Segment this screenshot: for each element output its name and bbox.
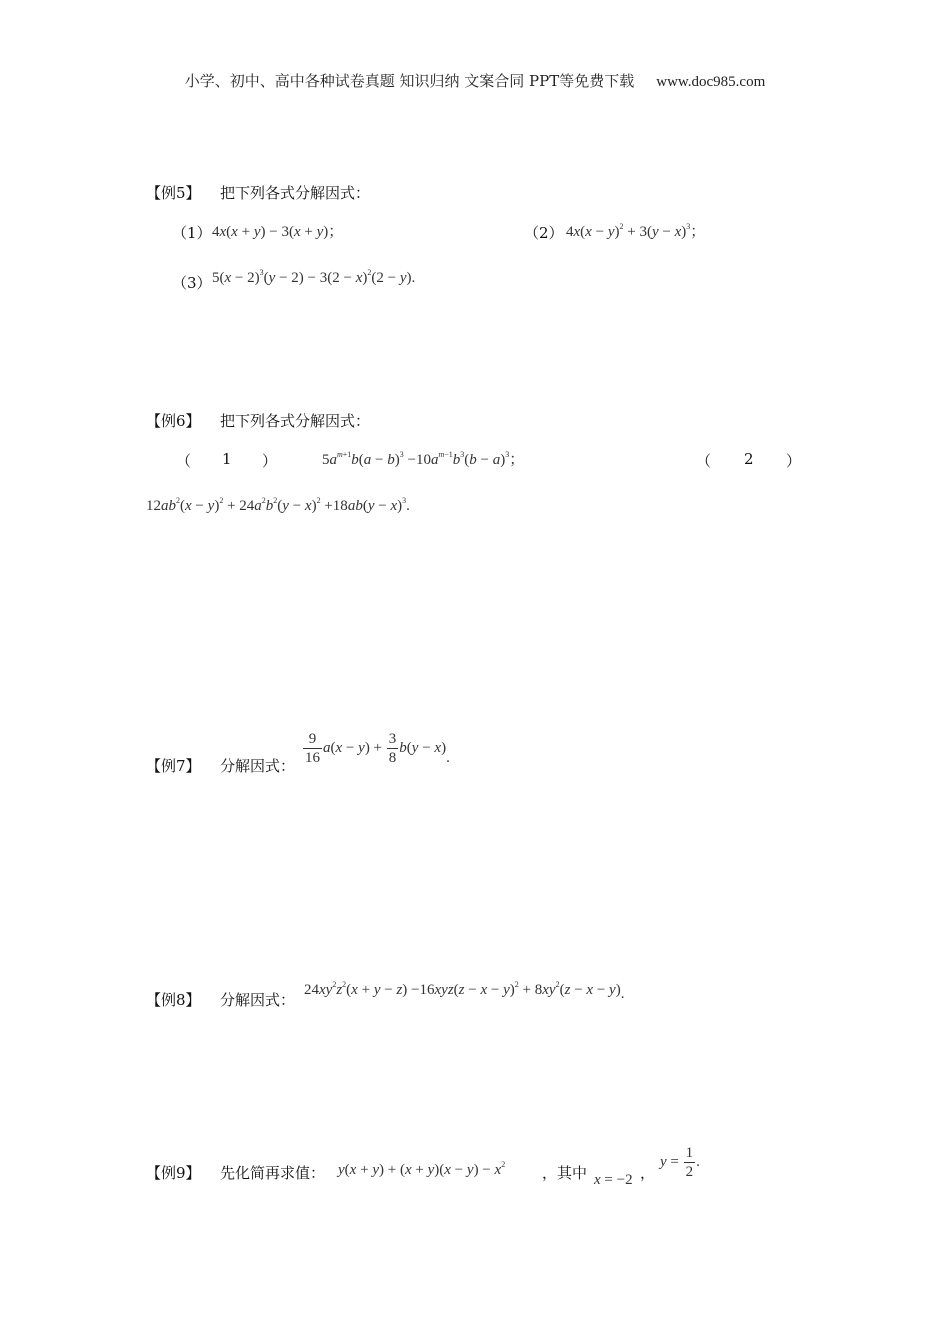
ex9-x-value: x = −2 — [594, 1172, 633, 1188]
ex5-item-1-number: （1） — [172, 224, 212, 242]
ex8-expression: $24xy^2z^2(x + y - z) -16xyz(z - x - y)^2 + 8xy^2(z - x - y)$. — [304, 980, 625, 1002]
example-5-prompt: 把下列各式分解因式： — [220, 184, 371, 202]
example-9-prompt: 先化简再求值： — [220, 1164, 326, 1182]
ex6-item-2-open-paren: （ — [696, 452, 712, 470]
example-6-label: 【例6】 — [146, 412, 201, 430]
ex5-item-2-expression: $4x(x - y)^2 + 3(y - x)^3$； — [566, 222, 706, 240]
ex6-item-2-expression: $12ab^2(x - y)^2 + 24a^2b^2(y - x)^2 +18ab(y - x)^3$. — [146, 496, 410, 514]
ex9-comma: ， — [640, 1164, 656, 1182]
ex5-item-3-period: . — [411, 270, 416, 286]
ex8-period: . — [620, 986, 625, 1002]
ex5-item-1-semicolon: ； — [328, 224, 344, 240]
example-7-prompt: 分解因式： — [220, 757, 296, 775]
example-8-prompt: 分解因式： — [220, 991, 296, 1009]
page-header — [0, 70, 950, 91]
ex9-expression: $y(x + y) + (x + y)(x - y) - x^2$ — [338, 1160, 506, 1178]
example-5-label: 【例5】 — [146, 184, 201, 202]
ex6-item-1-open-paren: （ — [176, 452, 192, 470]
ex6-item-2-period: . — [406, 498, 410, 514]
ex9-y-value: y = $\frac{1}{2}$ . — [660, 1145, 700, 1180]
example-6-prompt: 把下列各式分解因式： — [220, 412, 371, 430]
ex5-item-3-expression: $5(x - 2)^3(y - 2) - 3(2 - x)^2(2 - y)$. — [212, 268, 416, 286]
ex9-where-text: ，其中 — [542, 1164, 588, 1182]
fraction-9-16: $\frac{9}{16}$ — [305, 731, 320, 766]
ex6-item-2-number: 2 — [744, 450, 754, 468]
fraction-1-2: $\frac{1}{2}$ — [685, 1145, 694, 1180]
ex5-item-3-number: （3） — [172, 274, 212, 292]
header-text: 小学、初中、高中各种试卷真题 知识归纳 文案合同 PPT等免费下载 — [184, 72, 635, 90]
ex5-item-2-number: （2） — [524, 224, 564, 242]
ex6-item-1-semicolon: ； — [509, 452, 525, 468]
ex6-item-1-expression: $5a^{m+1}b(a - b)^3 -10a^{m-1}b^3(b - a)^3$； — [322, 450, 525, 468]
ex7-period: . — [446, 749, 450, 766]
header-site: www.doc985.com — [656, 74, 766, 90]
ex7-expression: $\frac{9}{16}$ a(x − y) + $\frac{3}{8}$ b(y − x). — [305, 731, 450, 766]
example-9-label: 【例9】 — [146, 1164, 201, 1182]
example-8-label: 【例8】 — [146, 991, 201, 1009]
ex5-item-2-semicolon: ； — [690, 224, 706, 240]
example-7-label: 【例7】 — [146, 757, 201, 775]
ex9-period: . — [696, 1153, 700, 1170]
ex6-item-2-close-paren: ） — [786, 452, 802, 470]
ex6-item-1-close-paren: ） — [262, 452, 278, 470]
fraction-3-8: $\frac{3}{8}$ — [388, 731, 397, 766]
ex5-item-1-expression: 4x(x + y) − 3(x + y)； — [212, 224, 344, 240]
ex6-item-1-number: 1 — [222, 450, 232, 468]
